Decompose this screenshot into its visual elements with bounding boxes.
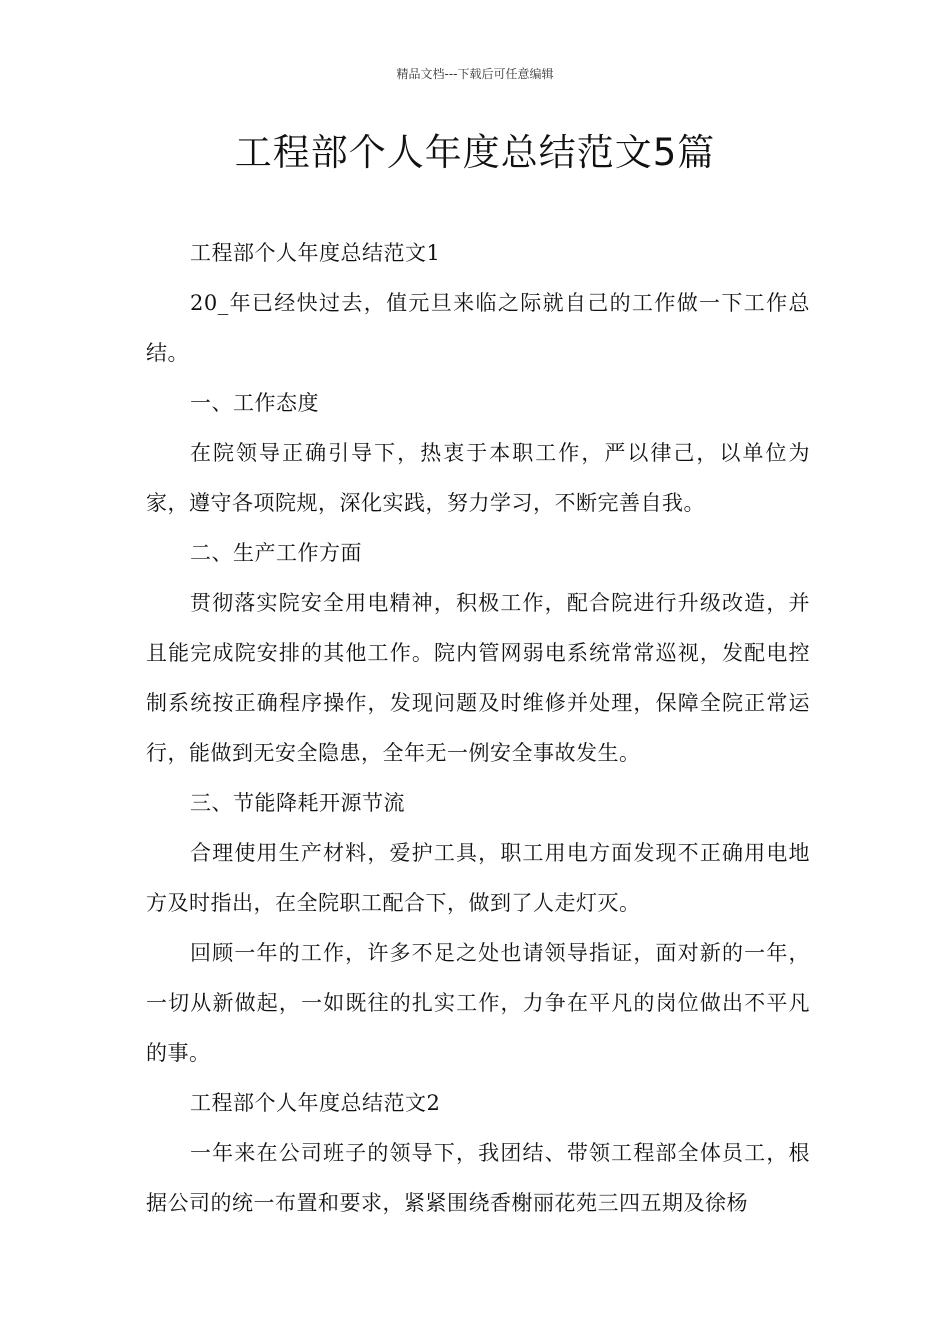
document-body [146,228,810,1228]
document-title: 工程部个人年度总结范文5篇 [234,131,716,174]
paragraph-energy-saving: 合理使用生产材料，爱护工具，职工用电方面发现不正确用电地方及时指出，在全院职工配合下，做到了人走灯灭。 [146,841,810,915]
header-watermark: 精品文档---下载后可任意编辑 [396,67,554,81]
paragraph-work-attitude: 在院领导正确引导下，热衷于本职工作，严以律己，以单位为家，遵守各项院规，深化实践，努力学习，不断完善自我。 [146,441,810,515]
paragraph-production-work: 贯彻落实院安全用电精神，积极工作，配合院进行升级改造，并且能完成院安排的其他工作。院内管网弱电系统常常巡视，发配电控制系统按正确程序操作，发现问题及时维修并处理，保障全院正常运行，能做到无安全隐患，全年无一例安全事故发生。 [146,591,810,765]
section-heading-1: 工程部个人年度总结范文1 [190,241,441,265]
subheading-energy-saving: 三、节能降耗开源节流 [190,791,405,815]
section-heading-2: 工程部个人年度总结范文2 [190,1091,441,1115]
paragraph-section-2-intro: 一年来在公司班子的领导下，我团结、带领工程部全体员工，根据公司的统一布置和要求，紧紧围绕香榭丽花苑三四五期及徐杨 [146,1141,810,1215]
paragraph-review: 回顾一年的工作，许多不足之处也请领导指证，面对新的一年，一切从新做起，一如既往的扎实工作，力争在平凡的岗位做出不平凡的事。 [146,941,810,1065]
subheading-production-work: 二、生产工作方面 [190,541,362,565]
subheading-work-attitude: 一、工作态度 [190,391,319,415]
paragraph-intro: 20_年已经快过去，值元旦来临之际就自己的工作做一下工作总结。 [146,291,810,365]
